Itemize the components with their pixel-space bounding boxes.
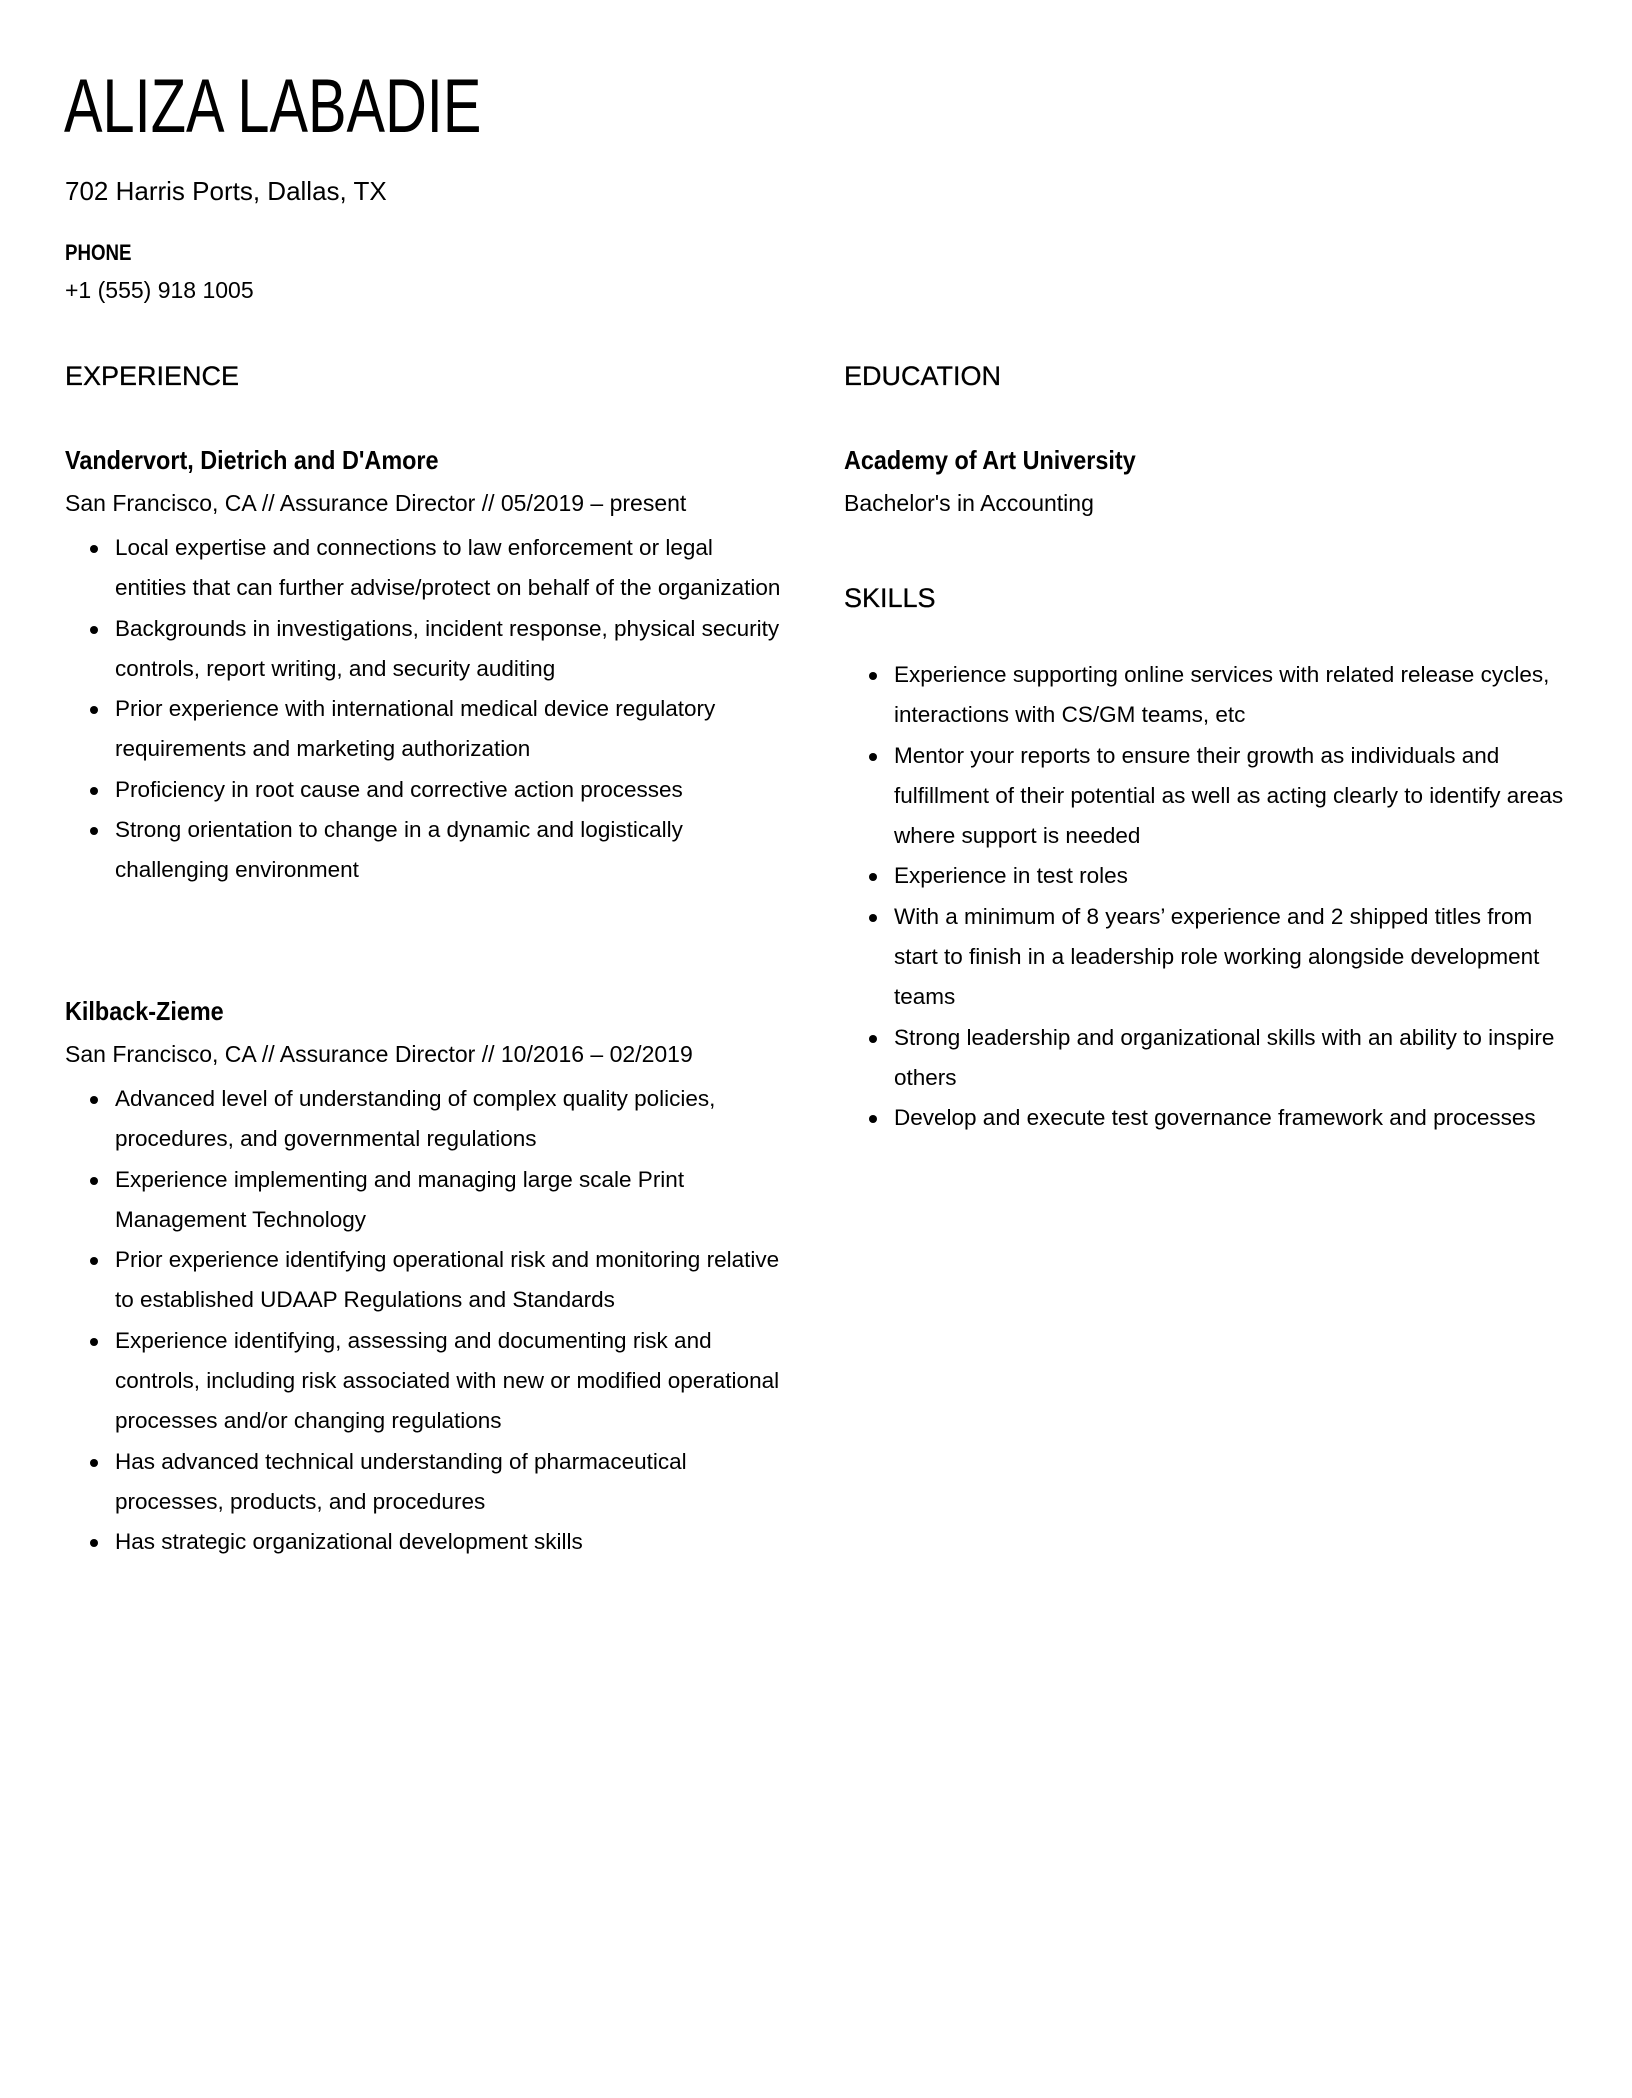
section-title-experience: EXPERIENCE [65,361,240,391]
list-item [65,770,790,810]
job-company: Kilback-Zieme [65,996,224,1026]
list-item [844,736,1568,857]
list-item [844,856,1568,896]
education-entry [844,444,1568,518]
list-item [65,609,790,690]
bullet-text: Has strategic organizational development skills [115,1529,583,1555]
bullet-icon [869,914,877,922]
education-school: Academy of Art University [844,445,1136,475]
bullet-icon [90,1338,98,1346]
skill-text: Mentor your reports to ensure their growth as individuals and fulfillment of their potential as well as acting clearly to identify areas where support is needed [894,742,1564,849]
bullet-icon [90,1539,98,1547]
bullet-icon [869,672,877,680]
skills-entry [844,655,1568,1139]
bullet-text: Proficiency in root cause and corrective action processes [115,776,683,802]
bullet-text: Experience implementing and managing large scale Print Management Technology [115,1166,685,1232]
bullet-icon [90,1257,98,1265]
bullet-icon [869,873,877,881]
bullet-text: Advanced level of understanding of complex quality policies, procedures, and governmental regulations [115,1086,716,1152]
bullet-icon [869,1115,877,1123]
skill-text: Develop and execute test governance framework and processes [894,1105,1536,1131]
bullet-text: Backgrounds in investigations, incident response, physical security controls, report writing, and security auditing [115,615,780,681]
list-item [65,689,790,770]
section-title-education: EDUCATION [844,361,1002,391]
list-item [844,655,1568,736]
bullet-text: Strong orientation to change in a dynamic and logistically challenging environment [115,817,683,883]
bullet-icon [869,753,877,761]
job-bullet-list [65,1079,790,1563]
phone-number: +1 (555) 918 1005 [65,277,254,303]
bullet-icon [90,1096,98,1104]
list-item [65,810,790,891]
skill-text: Experience in test roles [894,863,1128,889]
bullet-text: Experience identifying, assessing and documenting risk and controls, including risk associated with new or modified operational processes and/or changing regulations [115,1327,780,1434]
bullet-icon [90,626,98,634]
section-title-skills: SKILLS [844,583,936,613]
skill-text: Experience supporting online services with related release cycles, interactions with CS/GM teams, etc [894,662,1550,728]
list-item [844,1018,1568,1099]
list-item [65,1079,790,1160]
bullet-icon [90,1459,98,1467]
job-meta: San Francisco, CA // Assurance Director // 05/2019 – present [65,490,687,516]
list-item [65,528,790,609]
bullet-text: Prior experience with international medical device regulatory requirements and marketing authorization [115,696,716,762]
skills-list [844,655,1568,1139]
list-item [65,1442,790,1523]
bullet-text: Local expertise and connections to law enforcement or legal entities that can further advise/protect on behalf of the organization [115,535,781,601]
list-item [65,1160,790,1241]
phone-label: PHONE [65,240,132,265]
bullet-icon [869,1035,877,1043]
bullet-icon [90,787,98,795]
list-item [844,1098,1568,1138]
education-degree: Bachelor's in Accounting [844,490,1094,516]
bullet-icon [90,706,98,714]
job-entry [65,995,790,1563]
skill-text: Strong leadership and organizational skills with an ability to inspire others [894,1024,1555,1090]
address: 702 Harris Ports, Dallas, TX [65,176,387,206]
candidate-name: ALIZA LABADIE [64,64,482,149]
bullet-icon [90,827,98,835]
list-item [844,897,1568,1018]
bullet-text: Has advanced technical understanding of pharmaceutical processes, products, and procedures [115,1448,687,1514]
job-entry [65,444,790,891]
list-item [65,1321,790,1442]
list-item [65,1522,790,1562]
bullet-icon [90,1177,98,1185]
job-company: Vandervort, Dietrich and D'Amore [65,445,439,475]
bullet-text: Prior experience identifying operational risk and monitoring relative to established UDAAP Regulations and Standards [115,1247,780,1313]
skill-text: With a minimum of 8 years’ experience and 2 shipped titles from start to finish in a leadership role working alongside development teams [894,903,1540,1010]
job-bullet-list [65,528,790,891]
job-meta: San Francisco, CA // Assurance Director // 10/2016 – 02/2019 [65,1041,693,1067]
bullet-icon [90,545,98,553]
list-item [65,1240,790,1321]
